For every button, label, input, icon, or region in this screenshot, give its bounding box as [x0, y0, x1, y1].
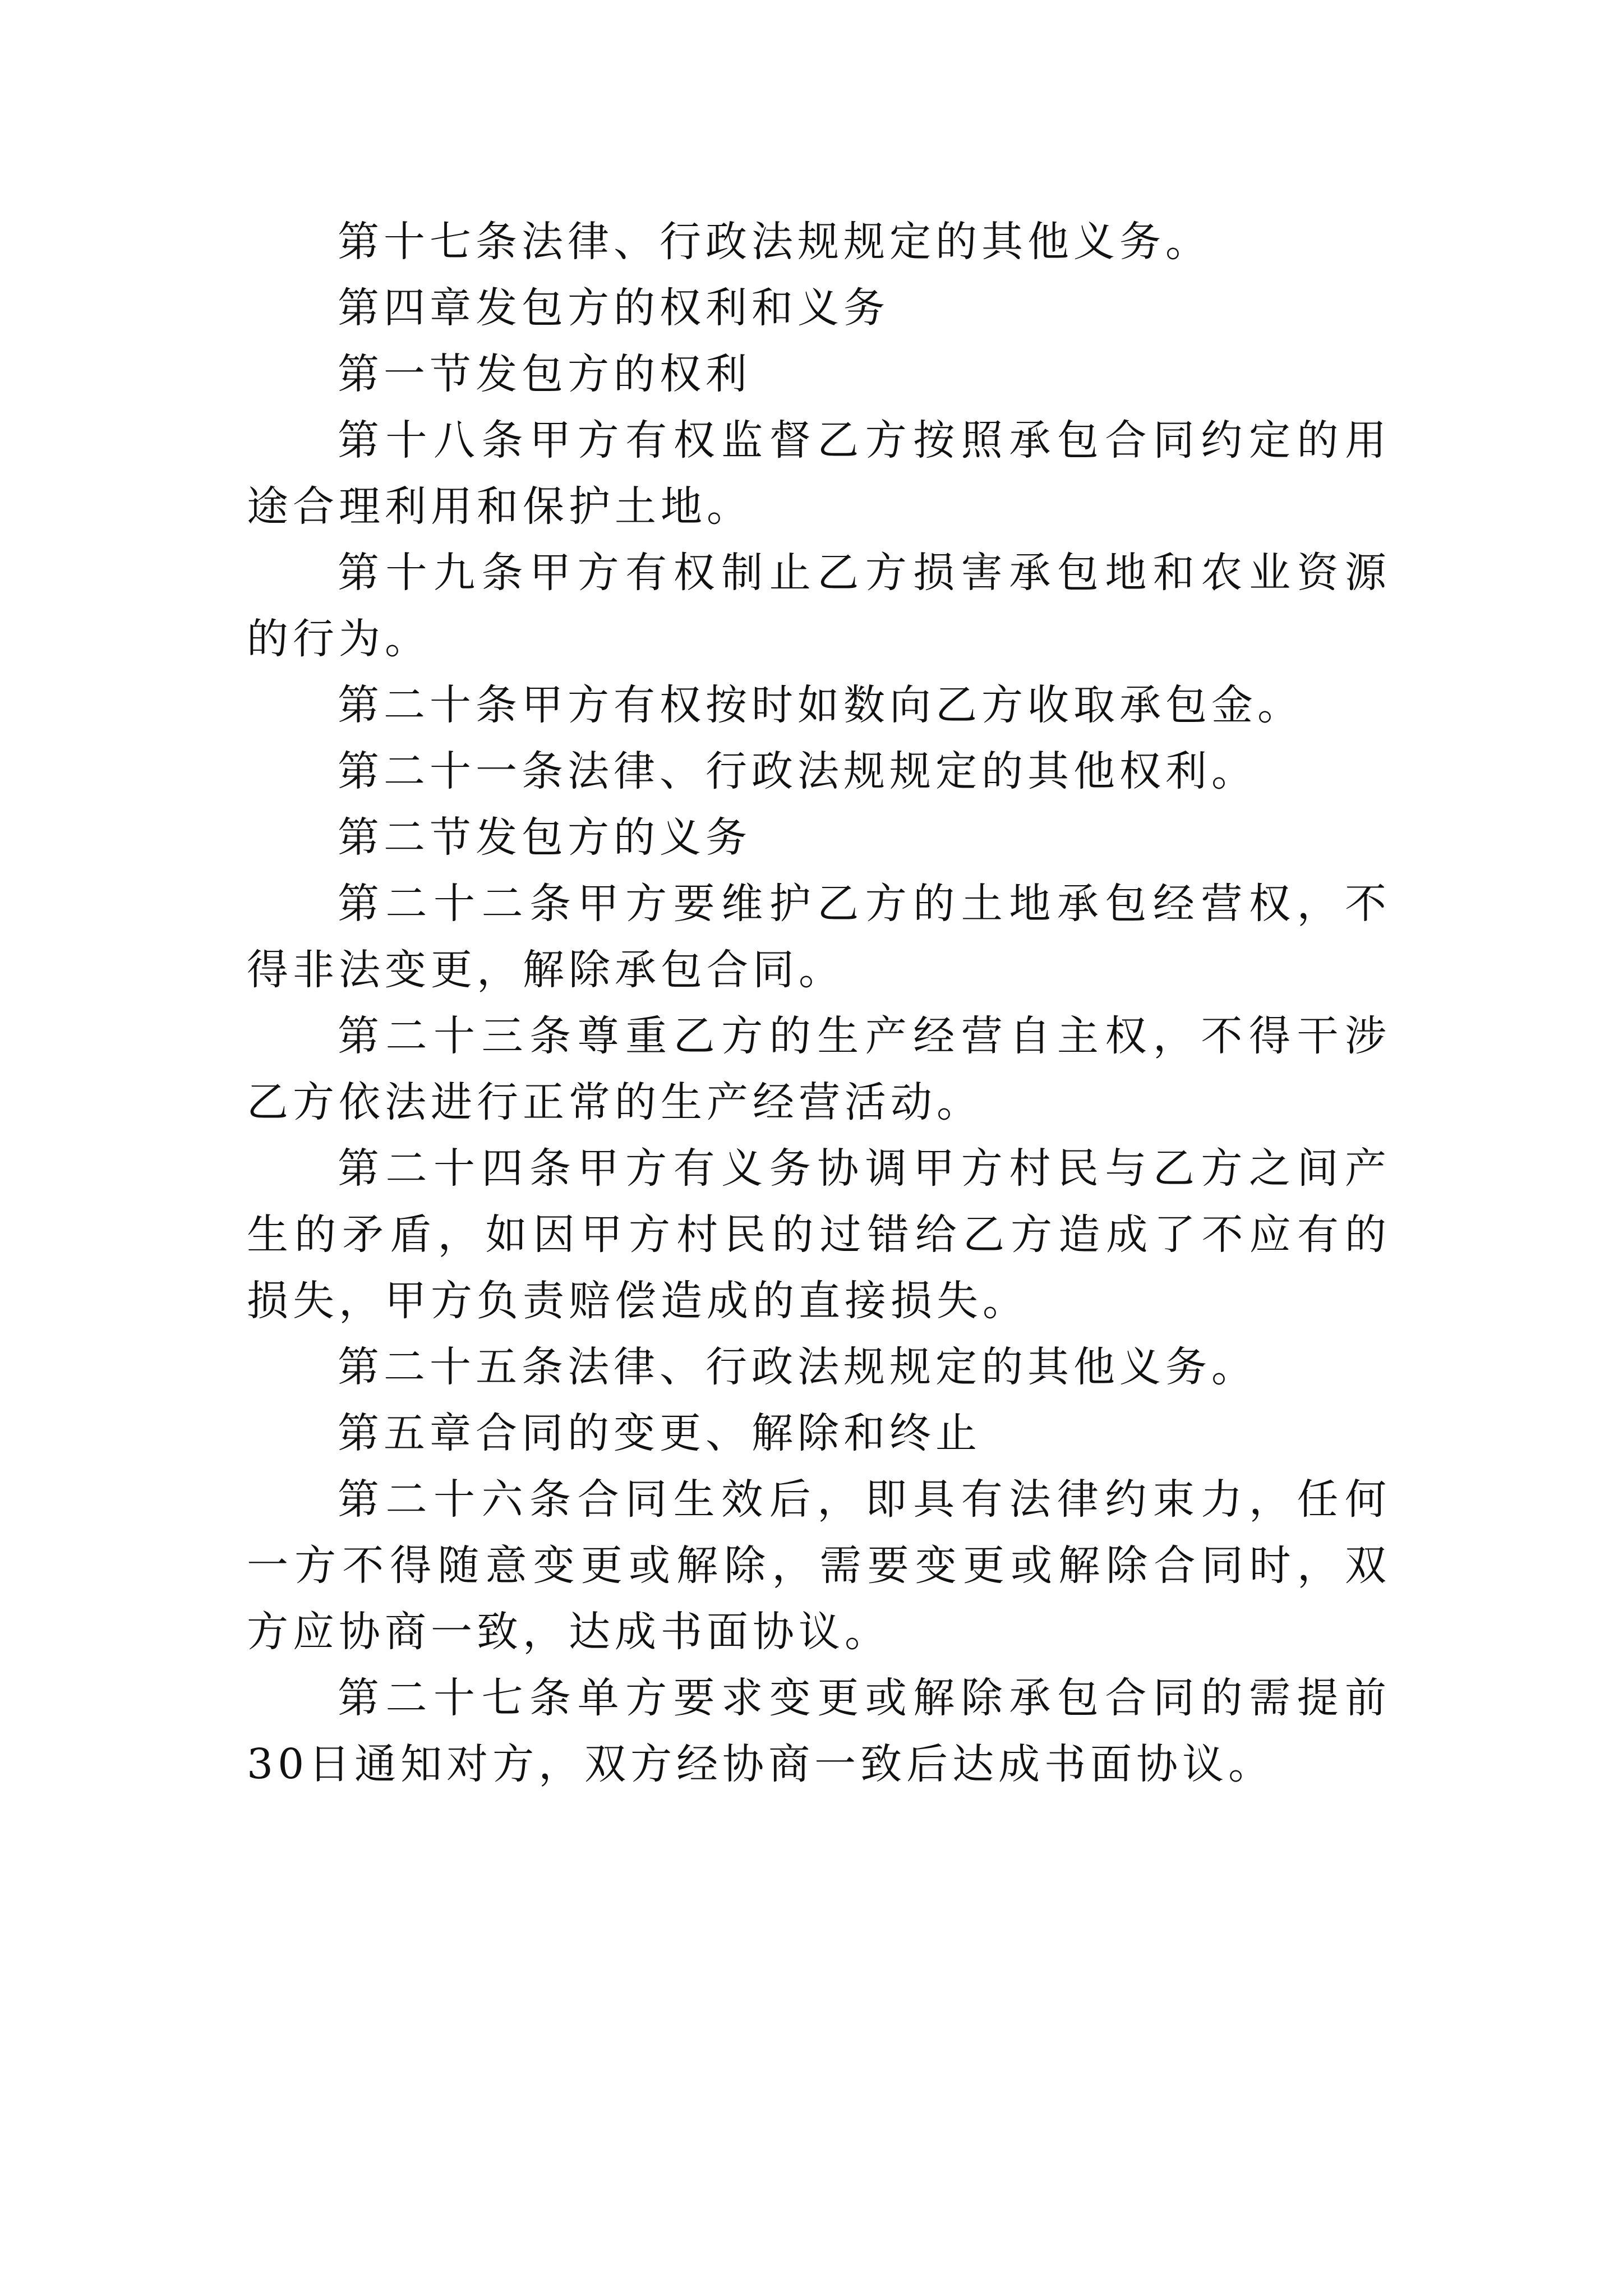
paragraph-article-19: 第十九条甲方有权制止乙方损害承包地和农业资源的行为。: [247, 549, 1391, 663]
paragraph-article-18: 第十八条甲方有权监督乙方按照承包合同约定的用途合理利用和保护土地。: [247, 416, 1391, 531]
paragraph-article-20: 第二十条甲方有权按时如数向乙方收取承包金。: [338, 681, 1303, 729]
paragraph-article-27: 第二十七条单方要求变更或解除承包合同的需提前30日通知对方，双方经协商一致后达成书面协议。: [247, 1674, 1391, 1788]
paragraph-article-26: 第二十六条合同生效后，即具有法律约束力，任何一方不得随意变更或解除，需要变更或解除合同时，双方应协商一致，达成书面协议。: [247, 1475, 1391, 1656]
chapter-heading-5: 第五章合同的变更、解除和终止: [338, 1409, 981, 1457]
paragraph-article-24: 第二十四条甲方有义务协调甲方村民与乙方之间产生的矛盾，如因甲方村民的过错给乙方造成了不应有的损失，甲方负责赔偿造成的直接损失。: [247, 1144, 1391, 1325]
paragraph-article-22: 第二十二条甲方要维护乙方的土地承包经营权，不得非法变更，解除承包合同。: [247, 880, 1391, 994]
section-heading-2: 第二节发包方的义务: [338, 813, 751, 862]
paragraph-article-21: 第二十一条法律、行政法规规定的其他权利。: [338, 747, 1257, 795]
paragraph-article-17: 第十七条法律、行政法规规定的其他义务。: [338, 218, 1211, 266]
paragraph-article-25: 第二十五条法律、行政法规规定的其他义务。: [338, 1343, 1257, 1391]
document-body: [247, 209, 1391, 1797]
section-heading-1: 第一节发包方的权利: [338, 350, 751, 398]
chapter-heading-4: 第四章发包方的权利和义务: [338, 284, 889, 332]
paragraph-article-23: 第二十三条尊重乙方的生产经营自主权，不得干涉乙方依法进行正常的生产经营活动。: [247, 1012, 1391, 1126]
